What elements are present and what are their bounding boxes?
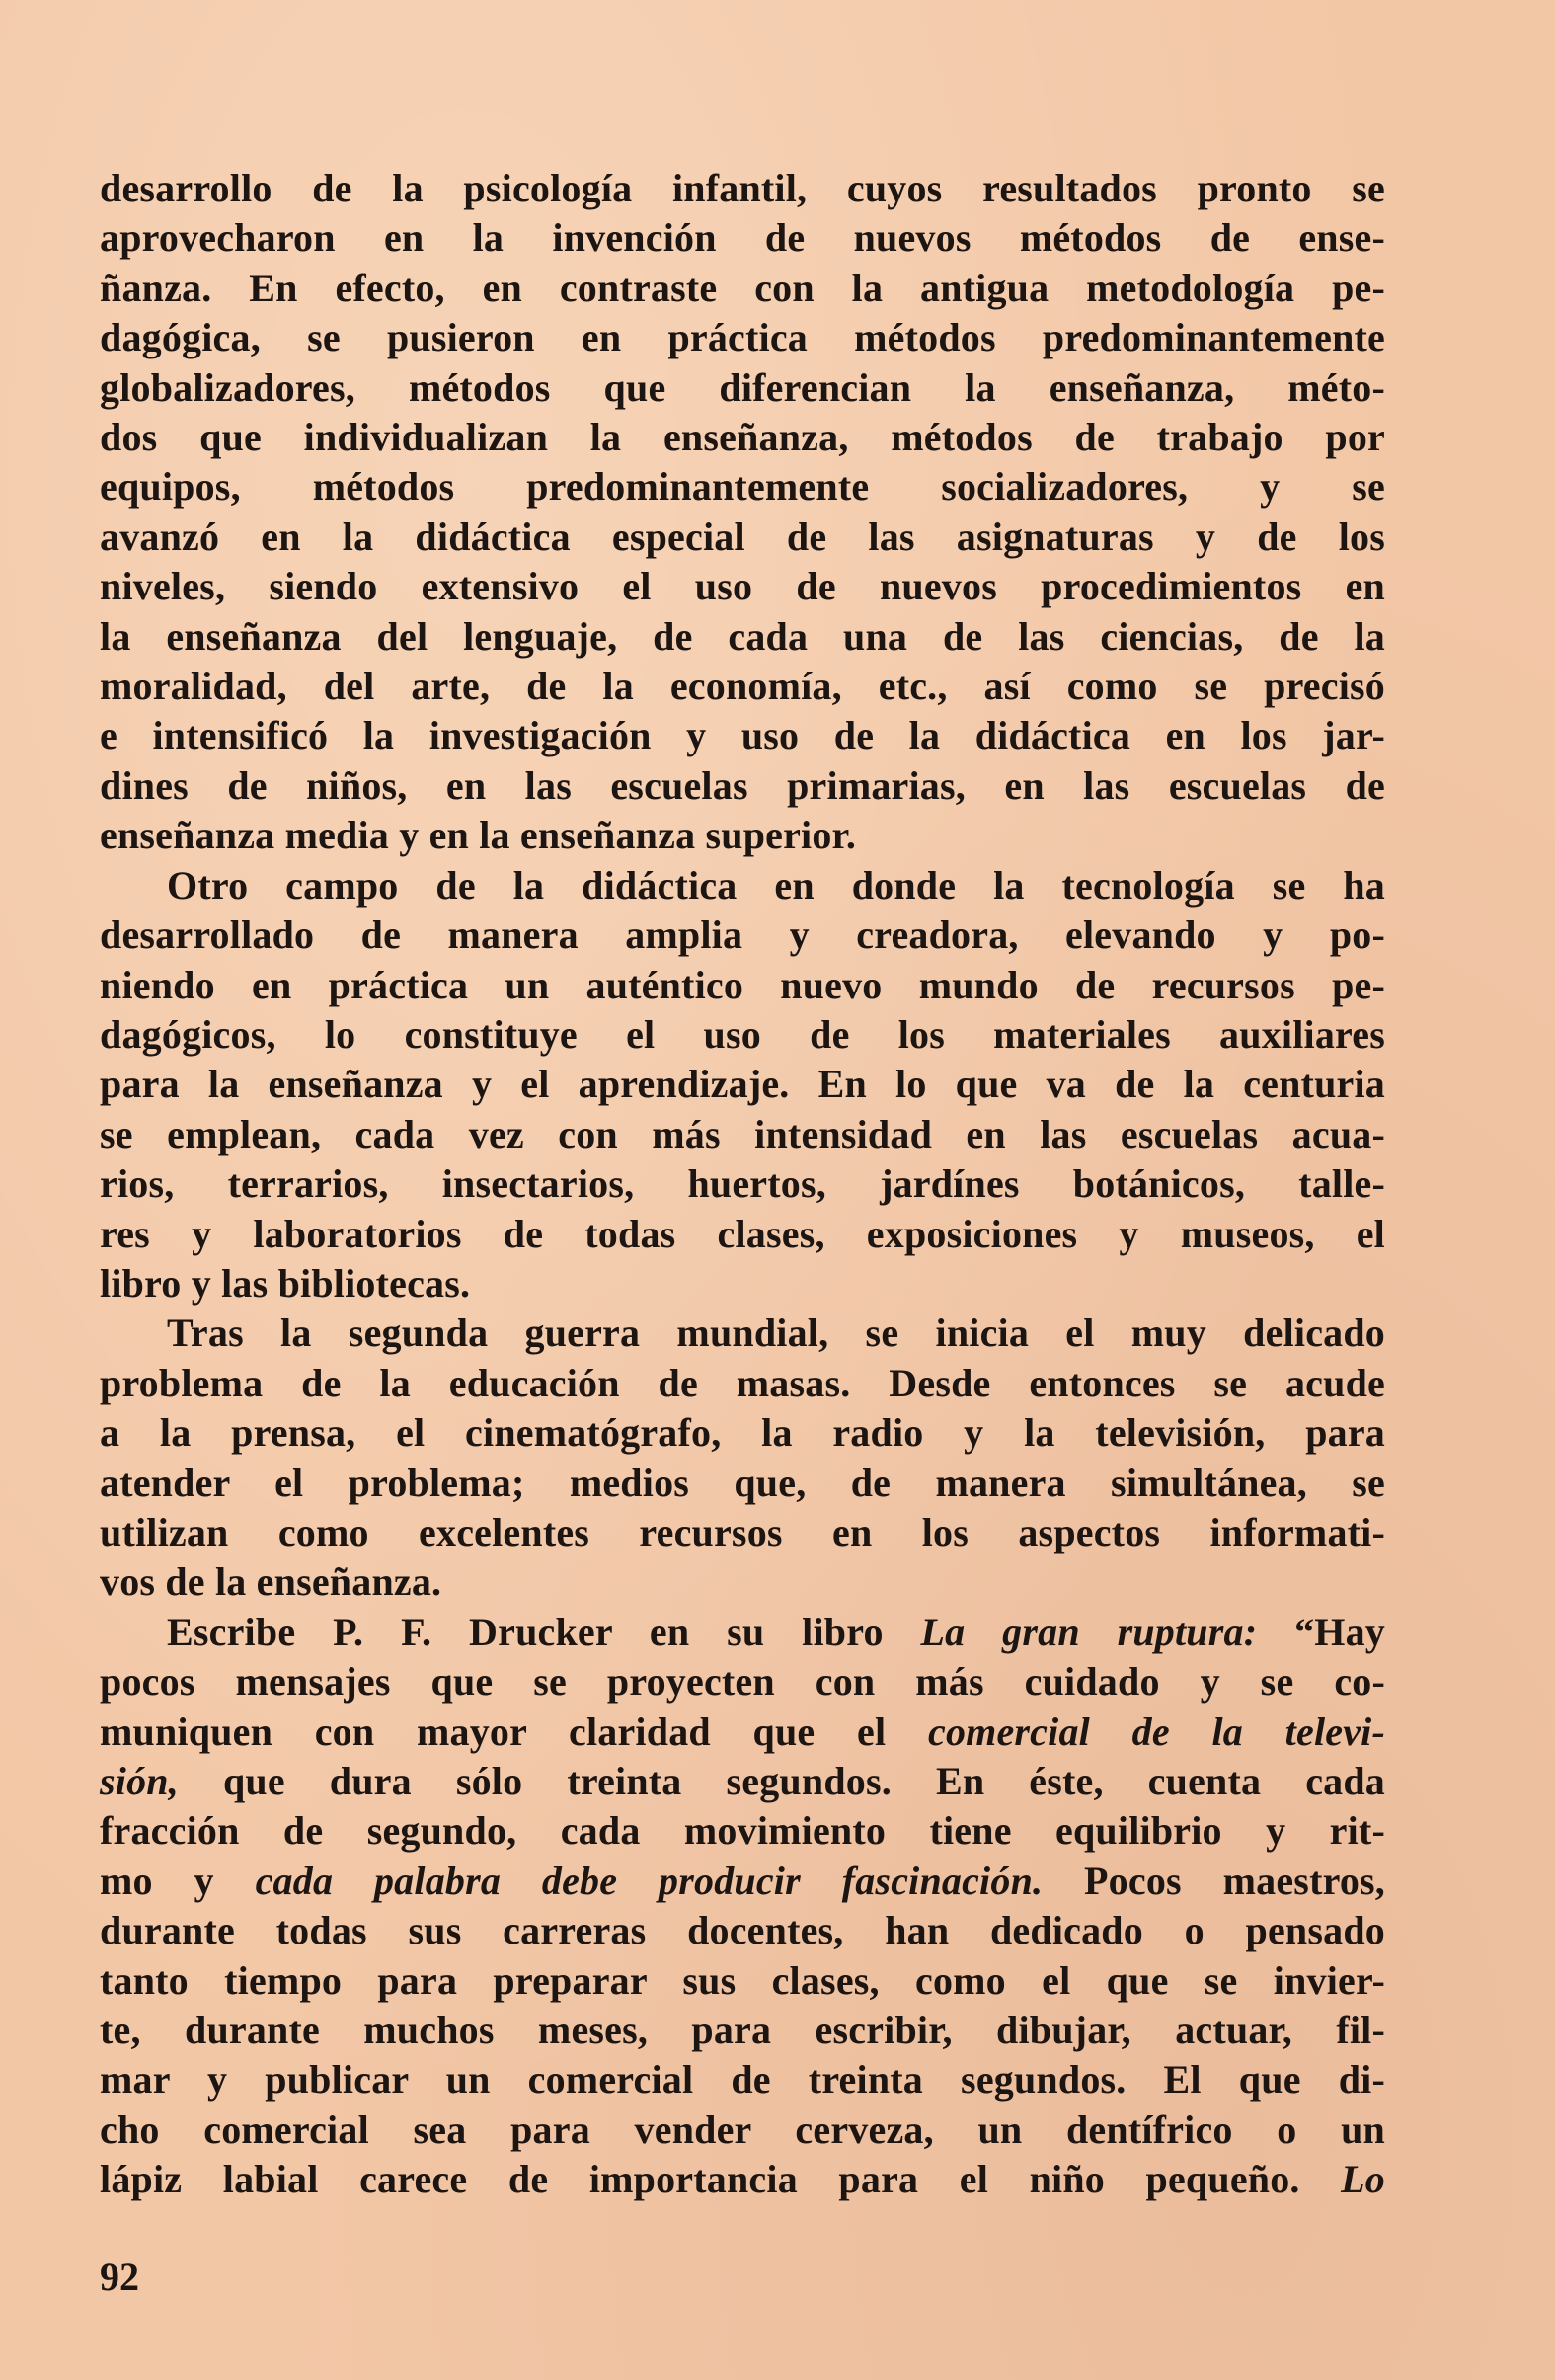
text-line: problema de la educación de masas. Desde entonces se acude: [100, 1360, 1385, 1405]
text-line: enseñanza media y en la enseñanza superior.: [100, 813, 857, 858]
text-run: Escribe P. F. Drucker en su libro: [167, 1609, 921, 1654]
text-line: a la prensa, el cinematógrafo, la radio y la televisión, para: [100, 1410, 1385, 1456]
text-run: mo y: [100, 1858, 256, 1903]
text-line: [100, 1707, 1385, 1757]
text-line: vos de la enseñanza.: [100, 1559, 442, 1605]
text-run: que dura sólo treinta segundos. En éste, cuenta cada: [178, 1759, 1385, 1803]
italic-text: La gran ruptura:: [920, 1609, 1258, 1654]
text-line: [100, 2055, 1385, 2104]
text-line: niveles, siendo extensivo el uso de nuevos procedimientos en: [100, 564, 1385, 609]
text-line: moralidad, del arte, de la economía, etc., así como se precisó: [100, 664, 1385, 709]
text-line: la enseñanza del lenguaje, de cada una de las ciencias, de la: [100, 613, 1385, 659]
text-line: utilizan como excelentes recursos en los aspectos informati-: [100, 1509, 1385, 1554]
text-line: desarrollado de manera amplia y creadora, elevando y po-: [100, 912, 1385, 958]
text-line: libro y las bibliotecas.: [100, 1260, 471, 1306]
text-line: [100, 2155, 1385, 2204]
text-line: ñanza. En efecto, en contraste con la antigua metodología pe-: [100, 265, 1385, 310]
italic-text: comercial de la televi-: [928, 1708, 1385, 1754]
text-line: [100, 1806, 1385, 1856]
text-line: [100, 1906, 1385, 1955]
text-line: [100, 1956, 1385, 2006]
text-line: Otro campo de la didáctica en donde la tecnología se ha: [167, 862, 1385, 908]
italic-text: Lo: [1341, 2157, 1385, 2202]
text-line: res y laboratorios de todas clases, exposiciones y museos, el: [100, 1211, 1385, 1256]
text-line: desarrollo de la psicología infantil, cuyos resultados pronto se: [100, 166, 1385, 210]
paragraph-2: [100, 861, 1385, 1309]
text-line: aprovecharon en la invención de nuevos métodos de ense-: [100, 215, 1385, 261]
text-line: e intensificó la investigación y uso de la didáctica en los jar-: [100, 713, 1385, 758]
text-run: Pocos maestros,: [1043, 1858, 1385, 1903]
text-line: se emplean, cada vez con más intensidad en las escuelas acua-: [100, 1111, 1385, 1156]
text-run: fracción de segundo, cada movimiento tiene equilibrio y rit-: [100, 1808, 1385, 1854]
paragraph-3: [100, 1309, 1385, 1607]
text-line: [100, 1657, 1385, 1706]
paragraph-1: [100, 164, 1385, 861]
page-number: 92: [100, 2255, 139, 2299]
text-line: dines de niños, en las escuelas primarias, en las escuelas de: [100, 762, 1385, 808]
italic-text: cada palabra debe producir fascinación.: [255, 1858, 1044, 1903]
text-line: Tras la segunda guerra mundial, se inicia el muy delicado: [167, 1310, 1385, 1356]
text-run: mar y publicar un comercial de treinta segundos. El que di-: [100, 2057, 1385, 2102]
text-line: [100, 2105, 1385, 2155]
italic-text: sión,: [100, 1759, 179, 1803]
text-line: [100, 1608, 1385, 1657]
text-run: pocos mensajes que se proyecten con más cuidado y se co-: [100, 1659, 1385, 1705]
text-line: niendo en práctica un auténtico nuevo mundo de recursos pe-: [100, 962, 1385, 1007]
text-line: [100, 1757, 1385, 1806]
text-line: [100, 2006, 1385, 2055]
text-line: equipos, métodos predominantemente socializadores, y se: [100, 464, 1385, 510]
text-line: atender el problema; medios que, de manera simultánea, se: [100, 1460, 1385, 1505]
text-run: “Hay: [1257, 1609, 1385, 1654]
text-line: rios, terrarios, insectarios, huertos, jardínes botánicos, talle-: [100, 1161, 1385, 1207]
text-run: cho comercial sea para vender cerveza, un dentífrico o un: [100, 2106, 1385, 2152]
text-line: globalizadores, métodos que diferencian la enseñanza, méto-: [100, 364, 1385, 410]
text-line: dagógicos, lo constituye el uso de los materiales auxiliares: [100, 1011, 1385, 1057]
text-line: dos que individualizan la enseñanza, métodos de trabajo por: [100, 415, 1385, 460]
text-run: durante todas sus carreras docentes, han dedicado o pensado: [100, 1908, 1385, 1953]
paragraph-4: [100, 1608, 1385, 2205]
text-run: te, durante muchos meses, para escribir, dibujar, actuar, fil-: [100, 2008, 1385, 2053]
page-body: [100, 164, 1385, 2205]
text-line: dagógica, se pusieron en práctica métodos predominantemente: [100, 315, 1385, 360]
text-run: muniquen con mayor claridad que el: [100, 1708, 928, 1754]
text-run: lápiz labial carece de importancia para el niño pequeño.: [100, 2157, 1342, 2202]
text-line: [100, 1857, 1385, 1906]
text-run: tanto tiempo para preparar sus clases, como el que se invier-: [100, 1957, 1385, 2003]
text-line: para la enseñanza y el aprendizaje. En lo que va de la centuria: [100, 1062, 1385, 1107]
text-line: avanzó en la didáctica especial de las asignaturas y de los: [100, 514, 1385, 559]
